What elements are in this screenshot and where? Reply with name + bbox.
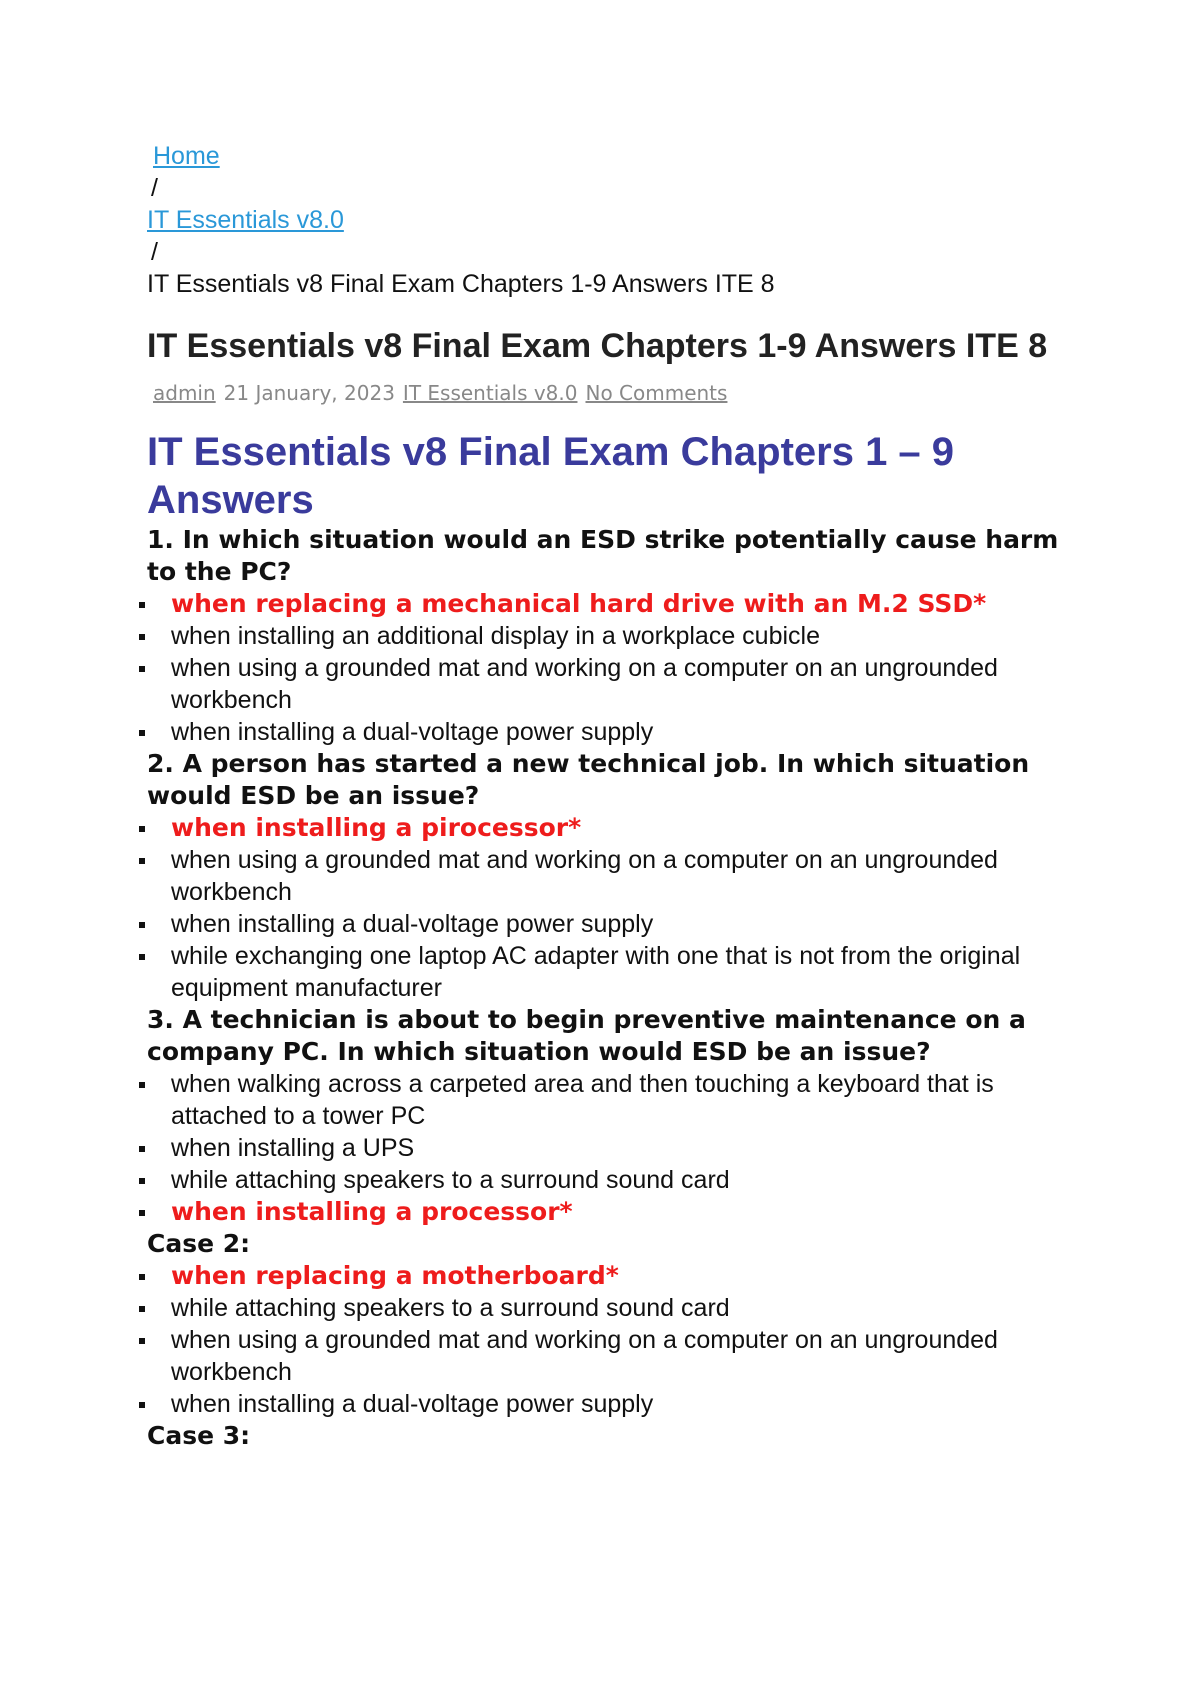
option-text: while exchanging one laptop AC adapter with one that is not from the original equipment manufacturer <box>171 942 1021 1002</box>
bullet-icon <box>139 922 145 928</box>
option-text: when walking across a carpeted area and then touching a keyboard that is attached to a tower PC <box>171 1070 994 1130</box>
article <box>147 140 1067 1452</box>
case-2-options <box>147 1260 1067 1420</box>
bullet-icon <box>139 1274 145 1280</box>
comments-link[interactable]: No Comments <box>585 381 728 405</box>
option-text: when replacing a motherboard* <box>171 1261 619 1290</box>
bullet-icon <box>139 666 145 672</box>
post-date: 21 January, 2023 <box>223 381 395 405</box>
bullet-icon <box>139 1178 145 1184</box>
option-text: when installing a dual-voltage power supply <box>171 910 654 938</box>
option-correct <box>147 812 1067 844</box>
option <box>147 908 1067 940</box>
option <box>147 716 1067 748</box>
bullet-icon <box>139 602 145 608</box>
bullet-icon <box>139 730 145 736</box>
question-3: 3. A technician is about to begin preventive maintenance on a company PC. In which situation would ESD be an issue? <box>147 1005 1026 1066</box>
option <box>147 1324 1067 1388</box>
option-text: while attaching speakers to a surround sound card <box>171 1294 730 1322</box>
question-3-options <box>147 1068 1067 1228</box>
option <box>147 1132 1067 1164</box>
post-title: IT Essentials v8 Final Exam Chapters 1-9 Answers ITE 8 <box>147 327 1048 365</box>
option-correct <box>147 1260 1067 1292</box>
category-link[interactable]: IT Essentials v8.0 <box>402 381 578 405</box>
breadcrumb-separator: / <box>151 174 158 202</box>
option <box>147 1292 1067 1324</box>
breadcrumb-separator: / <box>151 238 158 266</box>
breadcrumb <box>147 140 1067 300</box>
author-link[interactable]: admin <box>153 381 216 405</box>
bullet-icon <box>139 634 145 640</box>
option <box>147 1164 1067 1196</box>
breadcrumb-home-link[interactable]: Home <box>153 142 220 170</box>
case-2-label: Case 2: <box>147 1229 251 1258</box>
option-text: when using a grounded mat and working on a computer on an ungrounded workbench <box>171 1326 998 1386</box>
option <box>147 620 1067 652</box>
option-correct <box>147 1196 1067 1228</box>
option-text: when installing a UPS <box>171 1134 415 1162</box>
option-correct <box>147 588 1067 620</box>
bullet-icon <box>139 1146 145 1152</box>
option <box>147 940 1067 1004</box>
option-text: when replacing a mechanical hard drive with an M.2 SSD* <box>171 589 987 618</box>
bullet-icon <box>139 858 145 864</box>
option <box>147 1068 1067 1132</box>
option <box>147 652 1067 716</box>
bullet-icon <box>139 954 145 960</box>
question-1: 1. In which situation would an ESD strike potentially cause harm to the PC? <box>147 525 1059 586</box>
bullet-icon <box>139 826 145 832</box>
option-text: when using a grounded mat and working on a computer on an ungrounded workbench <box>171 846 998 906</box>
bullet-icon <box>139 1306 145 1312</box>
bullet-icon <box>139 1210 145 1216</box>
bullet-icon <box>139 1082 145 1088</box>
question-2-options <box>147 812 1067 1004</box>
breadcrumb-category-link[interactable]: IT Essentials v8.0 <box>147 206 344 234</box>
option <box>147 844 1067 908</box>
option-text: when installing a pirocessor* <box>171 813 582 842</box>
option-text: when installing a dual-voltage power supply <box>171 718 654 746</box>
post-meta <box>153 378 1067 408</box>
option-text: when installing a processor* <box>171 1197 573 1226</box>
breadcrumb-current: IT Essentials v8 Final Exam Chapters 1-9 Answers ITE 8 <box>147 270 775 298</box>
case-3-label: Case 3: <box>147 1421 251 1450</box>
question-1-options <box>147 588 1067 748</box>
option-text: when installing a dual-voltage power supply <box>171 1390 654 1418</box>
option-text: when installing an additional display in a workplace cubicle <box>171 622 820 650</box>
bullet-icon <box>139 1402 145 1408</box>
section-title: IT Essentials v8 Final Exam Chapters 1 – 9 Answers <box>147 430 955 522</box>
option-text: while attaching speakers to a surround sound card <box>171 1166 730 1194</box>
option-text: when using a grounded mat and working on a computer on an ungrounded workbench <box>171 654 998 714</box>
bullet-icon <box>139 1338 145 1344</box>
option <box>147 1388 1067 1420</box>
question-2: 2. A person has started a new technical job. In which situation would ESD be an issue? <box>147 749 1030 810</box>
